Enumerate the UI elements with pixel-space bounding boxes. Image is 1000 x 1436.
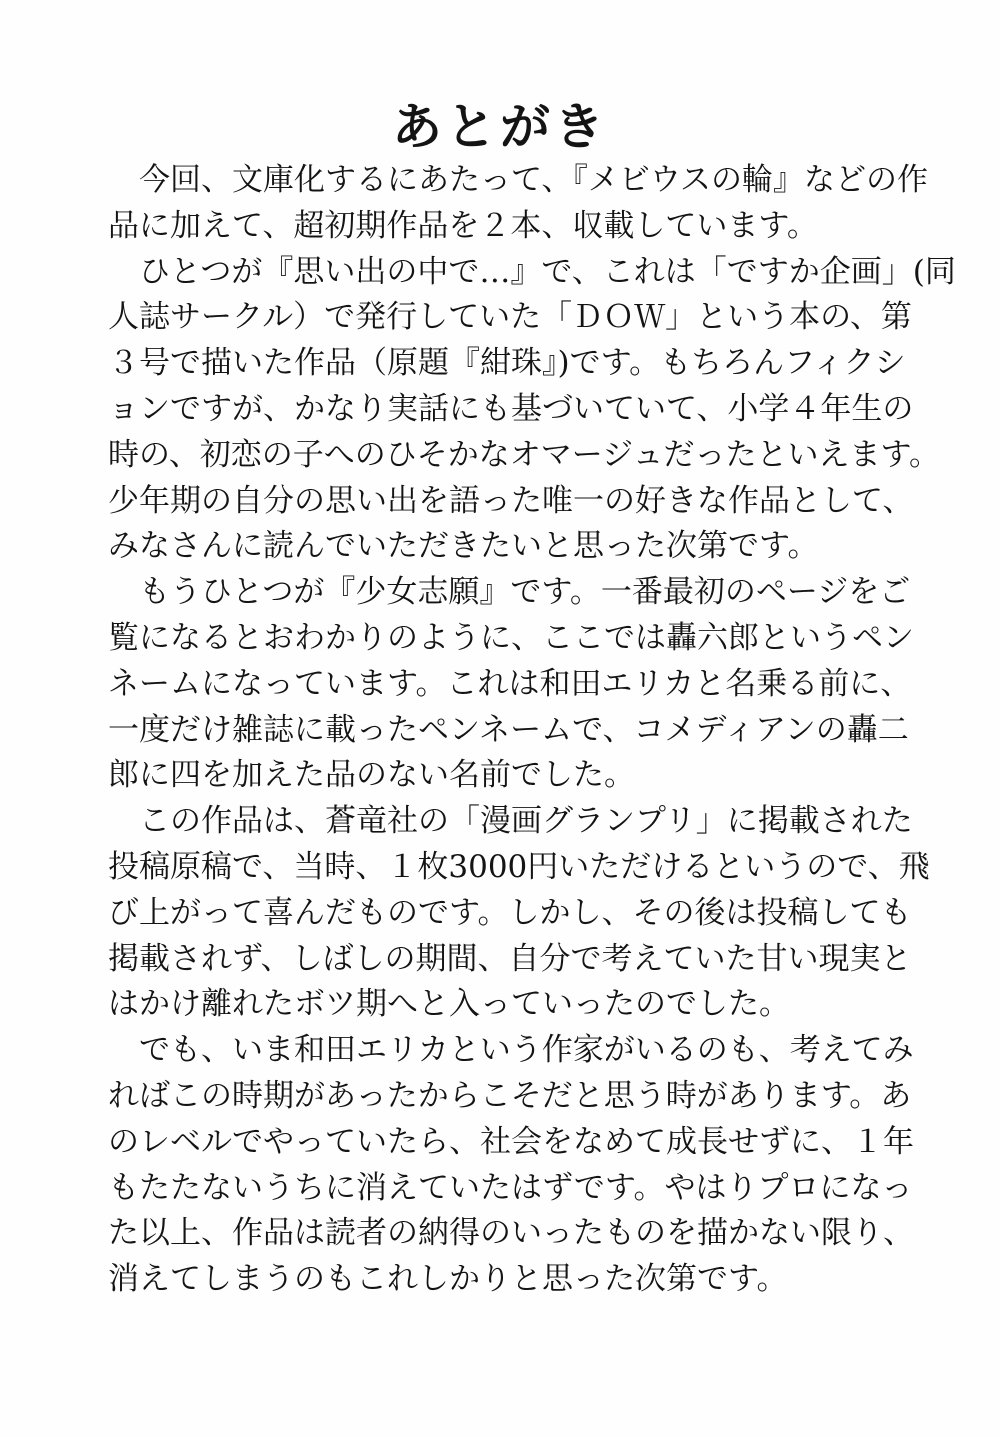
text-line: 一度だけ雑誌に載ったペンネームで、コメディアンの轟二 bbox=[108, 711, 909, 748]
text-line: 郎に四を加えた品のない名前でした。 bbox=[108, 757, 635, 794]
text-line: 掲載されず、しばしの期間、自分で考えていた甘い現実と bbox=[108, 940, 912, 977]
text-line: 品に加えて、超初期作品を２本、収載しています。 bbox=[108, 207, 818, 244]
text-line: もたたないうちに消えていたはずです。やはりプロになっ bbox=[108, 1169, 913, 1206]
text-line: び上がって喜んだものです。しかし、その後は投稿しても bbox=[108, 894, 912, 931]
text-line: ひとつが『思い出の中で…』で、これは「ですか企画」(同 bbox=[108, 253, 956, 290]
page-title: あとがき bbox=[392, 98, 608, 156]
text-line: この作品は、蒼竜社の「漫画グランプリ」に掲載された bbox=[108, 803, 913, 840]
text-line: 消えてしまうのもこれしかりと思った次第です。 bbox=[108, 1261, 788, 1298]
afterword-body bbox=[108, 158, 956, 1303]
text-line: 少年期の自分の思い出を語った唯一の好きな作品として、 bbox=[108, 482, 914, 519]
text-line: もうひとつが『少女志願』です。一番最初のページをご bbox=[108, 574, 911, 611]
text-line: 投稿原稿で、当時、１枚3000円いただけるというので、飛 bbox=[108, 848, 930, 885]
text-line: 覧になるとおわかりのように、ここでは轟六郎というペン bbox=[108, 619, 914, 656]
text-line: ネームになっています。これは和田エリカと名乗る前に、 bbox=[108, 665, 912, 702]
text-line: ３号で描いた作品（原題『紺珠』)です。もちろんフィクシ bbox=[108, 345, 906, 382]
text-line: 今回、文庫化するにあたって、『メビウスの輪』などの作 bbox=[108, 162, 928, 198]
text-line: はかけ離れたボツ期へと入っていったのでした。 bbox=[108, 986, 790, 1023]
text-line: ョンですが、かなり実話にも基づいていて、小学４年生の bbox=[108, 390, 914, 427]
text-line: た以上、作品は読者の納得のいったものを描かない限り、 bbox=[108, 1215, 914, 1252]
text-line: 時の、初恋の子へのひそかなオマージュだったといえます。 bbox=[108, 436, 941, 473]
text-line: のレベルでやっていたら、社会をなめて成長せずに、１年 bbox=[108, 1123, 914, 1160]
text-line: でも、いま和田エリカという作家がいるのも、考えてみ bbox=[108, 1032, 914, 1069]
text-line: 人誌サークル）で発行していた「ＤＯＷ」という本の、第 bbox=[108, 299, 912, 336]
text-line: みなさんに読んでいただきたいと思った次第です。 bbox=[108, 528, 819, 565]
text-line: ればこの時期があったからこそだと思う時があります。あ bbox=[108, 1077, 912, 1114]
